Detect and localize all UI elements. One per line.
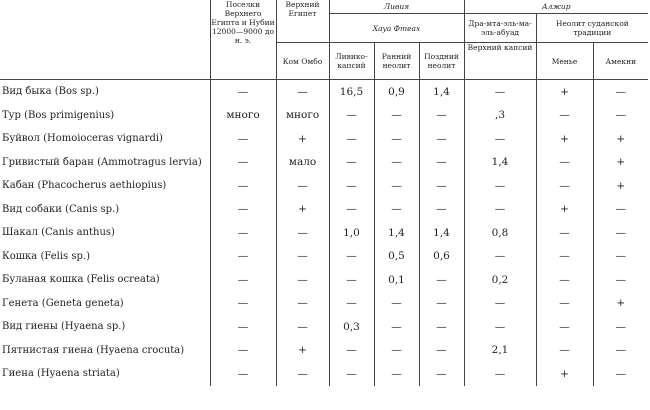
cell-upper-capsian: 2,1	[464, 339, 536, 363]
cell-amekni: —	[593, 221, 648, 245]
cell-libyco-capsian: —	[329, 174, 374, 198]
cell-upper-capsian: —	[464, 127, 536, 151]
cell-menie: +	[536, 127, 593, 151]
table-row	[0, 245, 648, 269]
cell-late-neolithic: —	[419, 104, 464, 128]
cell-amekni: —	[593, 315, 648, 339]
cell-upper-capsian: —	[464, 362, 536, 386]
cell-kom-ombo: —	[276, 362, 329, 386]
cell-upper-egypt-nubia: —	[210, 127, 276, 151]
cell-upper-capsian: —	[464, 292, 536, 316]
cell-upper-egypt-nubia: —	[210, 151, 276, 175]
cell-upper-capsian: ,3	[464, 104, 536, 128]
cell-kom-ombo: —	[276, 221, 329, 245]
cell-upper-egypt-nubia: —	[210, 245, 276, 269]
group-header-algeria: Алжир	[464, 0, 648, 14]
table-row	[0, 104, 648, 128]
col-header-upper-egypt-nubia: Поселки Верхнего Египта и Нубии 12000—9000 до н. э.	[210, 0, 276, 80]
cell-upper-egypt-nubia: —	[210, 362, 276, 386]
cell-amekni: +	[593, 292, 648, 316]
col-header-menie: Менье	[536, 43, 593, 80]
cell-kom-ombo: —	[276, 174, 329, 198]
cell-menie: —	[536, 315, 593, 339]
cell-kom-ombo: +	[276, 127, 329, 151]
cell-early-neolithic: —	[374, 151, 419, 175]
cell-kom-ombo: мало	[276, 151, 329, 175]
cell-early-neolithic: —	[374, 292, 419, 316]
cell-late-neolithic: —	[419, 268, 464, 292]
cell-early-neolithic: —	[374, 198, 419, 222]
cell-upper-capsian: —	[464, 245, 536, 269]
cell-late-neolithic: —	[419, 198, 464, 222]
cell-menie: —	[536, 174, 593, 198]
cell-early-neolithic: —	[374, 174, 419, 198]
cell-amekni: +	[593, 127, 648, 151]
species-name: Шакал (Canis anthus)	[2, 227, 115, 239]
cell-early-neolithic: 0,9	[374, 80, 419, 104]
table-row	[0, 221, 648, 245]
cell-amekni: —	[593, 104, 648, 128]
cell-libyco-capsian: —	[329, 151, 374, 175]
cell-libyco-capsian: —	[329, 245, 374, 269]
species-name: Гиена (Hyaena striata)	[2, 368, 120, 380]
cell-early-neolithic: —	[374, 127, 419, 151]
table-row	[0, 339, 648, 363]
species-name: Пятнистая гиена (Hyaena crocuta)	[2, 344, 185, 356]
cell-early-neolithic: 0,1	[374, 268, 419, 292]
cell-libyco-capsian: 16,5	[329, 80, 374, 104]
col-header-early-neolithic: Ранний неолит	[374, 43, 419, 80]
cell-upper-egypt-nubia: —	[210, 198, 276, 222]
cell-late-neolithic: —	[419, 339, 464, 363]
table-row	[0, 292, 648, 316]
species-name: Кабан (Phacocherus aethiopius)	[2, 180, 167, 192]
cell-upper-egypt-nubia: —	[210, 80, 276, 104]
table-row	[0, 127, 648, 151]
cell-late-neolithic: —	[419, 127, 464, 151]
cell-menie: —	[536, 104, 593, 128]
species-name: Буйвол (Homoioceras vignardi)	[2, 133, 163, 145]
cell-late-neolithic: —	[419, 292, 464, 316]
table-row	[0, 80, 648, 104]
table-row	[0, 362, 648, 386]
group-header-haua-fteah: Хауа Фтеах	[329, 14, 464, 43]
cell-libyco-capsian: —	[329, 362, 374, 386]
cell-late-neolithic: —	[419, 151, 464, 175]
cell-libyco-capsian: —	[329, 127, 374, 151]
group-header-sudanese-neolithic: Неолит суданской традиции	[536, 14, 648, 43]
cell-libyco-capsian: —	[329, 292, 374, 316]
cell-upper-capsian: —	[464, 174, 536, 198]
cell-upper-capsian: —	[464, 80, 536, 104]
cell-amekni: —	[593, 245, 648, 269]
cell-libyco-capsian: —	[329, 198, 374, 222]
col-header-kom-ombo: Ком Омбо	[276, 43, 329, 80]
cell-amekni: —	[593, 198, 648, 222]
cell-amekni: +	[593, 174, 648, 198]
cell-early-neolithic: —	[374, 339, 419, 363]
group-header-libya: Ливия	[329, 0, 464, 14]
cell-upper-capsian: —	[464, 198, 536, 222]
cell-early-neolithic: 0,5	[374, 245, 419, 269]
cell-late-neolithic: —	[419, 362, 464, 386]
cell-menie: —	[536, 339, 593, 363]
col-header-upper-egypt: Верхний Египет	[276, 0, 329, 43]
species-name: Генета (Geneta geneta)	[2, 297, 124, 309]
cell-amekni: —	[593, 362, 648, 386]
cell-menie: +	[536, 80, 593, 104]
species-name: Вид гиены (Hyaena sp.)	[2, 321, 126, 333]
cell-kom-ombo: —	[276, 292, 329, 316]
cell-kom-ombo: —	[276, 268, 329, 292]
cell-amekni: —	[593, 268, 648, 292]
cell-kom-ombo: —	[276, 245, 329, 269]
cell-kom-ombo: —	[276, 315, 329, 339]
cell-early-neolithic: —	[374, 362, 419, 386]
col-header-amekni: Амекни	[593, 43, 648, 80]
col-header-dra-mta: Дра-мта-эль-ма-эль-абуад	[464, 14, 536, 43]
species-name: Тур (Bos primigenius)	[2, 109, 115, 121]
cell-amekni: +	[593, 151, 648, 175]
cell-amekni: —	[593, 80, 648, 104]
cell-upper-egypt-nubia: —	[210, 339, 276, 363]
cell-libyco-capsian: 1,0	[329, 221, 374, 245]
header-species-corner	[0, 0, 210, 80]
species-name: Кошка (Felis sp.)	[2, 250, 90, 262]
cell-libyco-capsian: —	[329, 104, 374, 128]
cell-upper-egypt-nubia: —	[210, 221, 276, 245]
cell-menie: +	[536, 198, 593, 222]
table-row	[0, 198, 648, 222]
col-header-late-neolithic: Поздний неолит	[419, 43, 464, 80]
cell-upper-egypt-nubia: —	[210, 174, 276, 198]
cell-amekni: —	[593, 339, 648, 363]
col-header-libyco-capsian: Ливико-капсий	[329, 43, 374, 80]
cell-kom-ombo: —	[276, 80, 329, 104]
cell-early-neolithic: —	[374, 104, 419, 128]
cell-upper-capsian: 0,2	[464, 268, 536, 292]
cell-upper-egypt-nubia: —	[210, 268, 276, 292]
cell-libyco-capsian: —	[329, 268, 374, 292]
table-body	[0, 80, 648, 386]
species-name: Гривистый баран (Ammotragus lervia)	[2, 156, 202, 168]
cell-menie: +	[536, 362, 593, 386]
col-header-upper-capsian: Верхний капсий	[464, 43, 536, 80]
cell-early-neolithic: —	[374, 315, 419, 339]
cell-upper-capsian: 1,4	[464, 151, 536, 175]
cell-kom-ombo: +	[276, 339, 329, 363]
cell-menie: —	[536, 151, 593, 175]
cell-upper-egypt-nubia: —	[210, 292, 276, 316]
cell-libyco-capsian: —	[329, 339, 374, 363]
table-row	[0, 268, 648, 292]
cell-menie: —	[536, 221, 593, 245]
cell-upper-egypt-nubia: много	[210, 104, 276, 128]
cell-upper-capsian: —	[464, 315, 536, 339]
table-row	[0, 174, 648, 198]
cell-menie: —	[536, 268, 593, 292]
cell-late-neolithic: 1,4	[419, 80, 464, 104]
species-name: Вид собаки (Canis sp.)	[2, 203, 120, 215]
species-name: Буланая кошка (Felis ocreata)	[2, 274, 160, 286]
cell-menie: —	[536, 292, 593, 316]
cell-upper-egypt-nubia: —	[210, 315, 276, 339]
species-name: Вид быка (Bos sp.)	[2, 86, 99, 98]
cell-early-neolithic: 1,4	[374, 221, 419, 245]
cell-menie: —	[536, 245, 593, 269]
cell-libyco-capsian: 0,3	[329, 315, 374, 339]
cell-late-neolithic: 0,6	[419, 245, 464, 269]
cell-kom-ombo: много	[276, 104, 329, 128]
cell-late-neolithic: —	[419, 315, 464, 339]
cell-late-neolithic: —	[419, 174, 464, 198]
cell-kom-ombo: +	[276, 198, 329, 222]
cell-late-neolithic: 1,4	[419, 221, 464, 245]
table-row	[0, 315, 648, 339]
cell-upper-capsian: 0,8	[464, 221, 536, 245]
table-row	[0, 151, 648, 175]
